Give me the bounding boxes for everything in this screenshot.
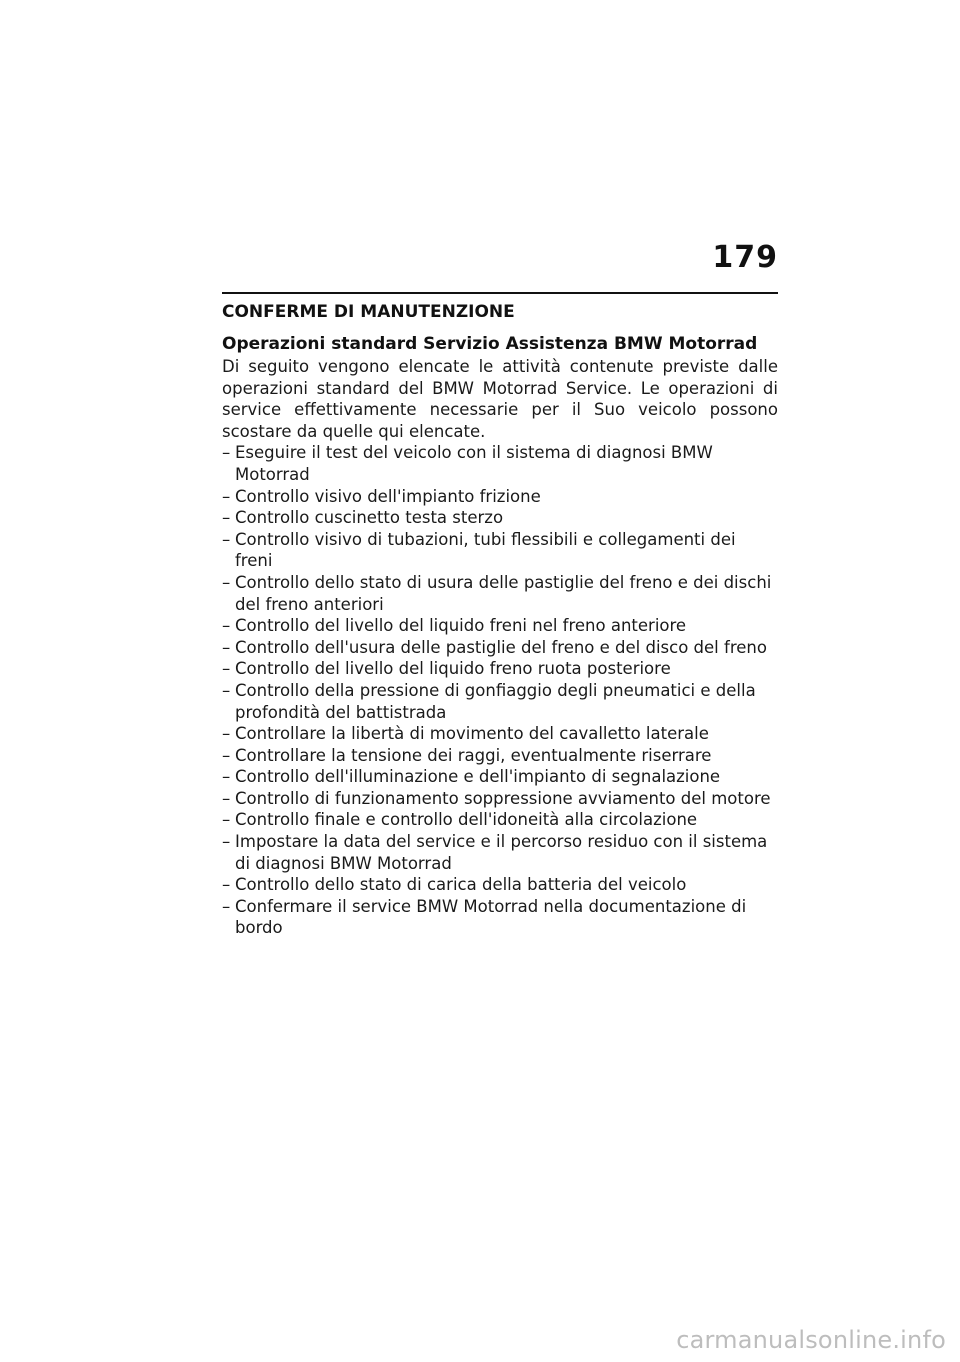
task-text: Eseguire il test del veicolo con il sistema di diagnosi BMW Motorrad — [235, 443, 713, 484]
task-text: Controllo cuscinetto testa sterzo — [235, 508, 504, 528]
watermark: carmanualsonline.info — [676, 1326, 946, 1354]
task-text: Controllo di funzionamento soppressione avviamento del motore — [235, 788, 771, 808]
dash-bullet: – — [222, 896, 231, 916]
task-text: Controllo dell'illuminazione e dell'impianto di segnalazione — [235, 767, 721, 787]
list-item — [222, 615, 778, 637]
list-item — [222, 723, 778, 745]
dash-bullet: – — [222, 767, 231, 787]
list-item — [222, 788, 778, 810]
task-text: Controllo del livello del liquido freni nel freno anteriore — [235, 616, 687, 636]
dash-bullet: – — [222, 486, 231, 506]
list-item — [222, 745, 778, 767]
task-text: Controllo finale e controllo dell'idoneità alla circolazione — [235, 810, 698, 830]
dash-bullet: – — [222, 832, 231, 852]
list-item — [222, 486, 778, 508]
dash-bullet: – — [222, 659, 231, 679]
list-item — [222, 896, 778, 939]
maintenance-task-list — [222, 442, 778, 939]
dash-bullet: – — [222, 508, 231, 528]
list-item — [222, 680, 778, 723]
task-text: Controllare la libertà di movimento del cavalletto laterale — [235, 724, 709, 744]
dash-bullet: – — [222, 529, 231, 549]
section-title: CONFERME DI MANUTENZIONE — [222, 302, 515, 322]
dash-bullet: – — [222, 443, 231, 463]
list-item — [222, 637, 778, 659]
dash-bullet: – — [222, 810, 231, 830]
list-item — [222, 874, 778, 896]
task-text: Impostare la data del service e il percorso residuo con il sistema di diagnosi BMW Motorrad — [235, 832, 768, 873]
dash-bullet: – — [222, 616, 231, 636]
dash-bullet: – — [222, 637, 231, 657]
list-item — [222, 572, 778, 615]
task-text: Controllo della pressione di gonfiaggio degli pneumatici e della profondità del battistrada — [235, 680, 756, 722]
task-text: Controllo visivo di tubazioni, tubi flessibili e collegamenti dei freni — [235, 529, 736, 571]
intro-paragraph: Di seguito vengono elencate le attività contenute previste dalle operazioni standard del BMW Motorrad Service. Le operazioni di service effettivamente necessarie per il Suo veicolo possono scostare da quelle qui elencate. — [222, 357, 778, 441]
subsection-title: Operazioni standard Servizio Assistenza BMW Motorrad — [222, 334, 758, 354]
page-content — [222, 292, 778, 939]
dash-bullet: – — [222, 572, 231, 592]
section-divider — [222, 292, 778, 294]
list-item — [222, 831, 778, 874]
task-text: Controllo visivo dell'impianto frizione — [235, 486, 541, 506]
task-text: Controllo del livello del liquido freno ruota posteriore — [235, 659, 671, 679]
task-text: Controllo dell'usura delle pastiglie del freno e del disco del freno — [235, 637, 767, 657]
list-item — [222, 529, 778, 572]
list-item — [222, 442, 778, 485]
dash-bullet: – — [222, 788, 231, 808]
page-number: 179 — [712, 240, 778, 275]
task-text: Controllare la tensione dei raggi, eventualmente riserrare — [235, 745, 712, 765]
task-text: Controllo dello stato di usura delle pastiglie del freno e dei dischi del freno anteriori — [235, 572, 772, 614]
list-item — [222, 809, 778, 831]
list-item — [222, 507, 778, 529]
list-item — [222, 658, 778, 680]
task-text: Confermare il service BMW Motorrad nella documentazione di bordo — [235, 896, 747, 938]
dash-bullet: – — [222, 680, 231, 700]
dash-bullet: – — [222, 724, 231, 744]
list-item — [222, 766, 778, 788]
task-text: Controllo dello stato di carica della batteria del veicolo — [235, 875, 687, 895]
dash-bullet: – — [222, 875, 231, 895]
dash-bullet: – — [222, 745, 231, 765]
